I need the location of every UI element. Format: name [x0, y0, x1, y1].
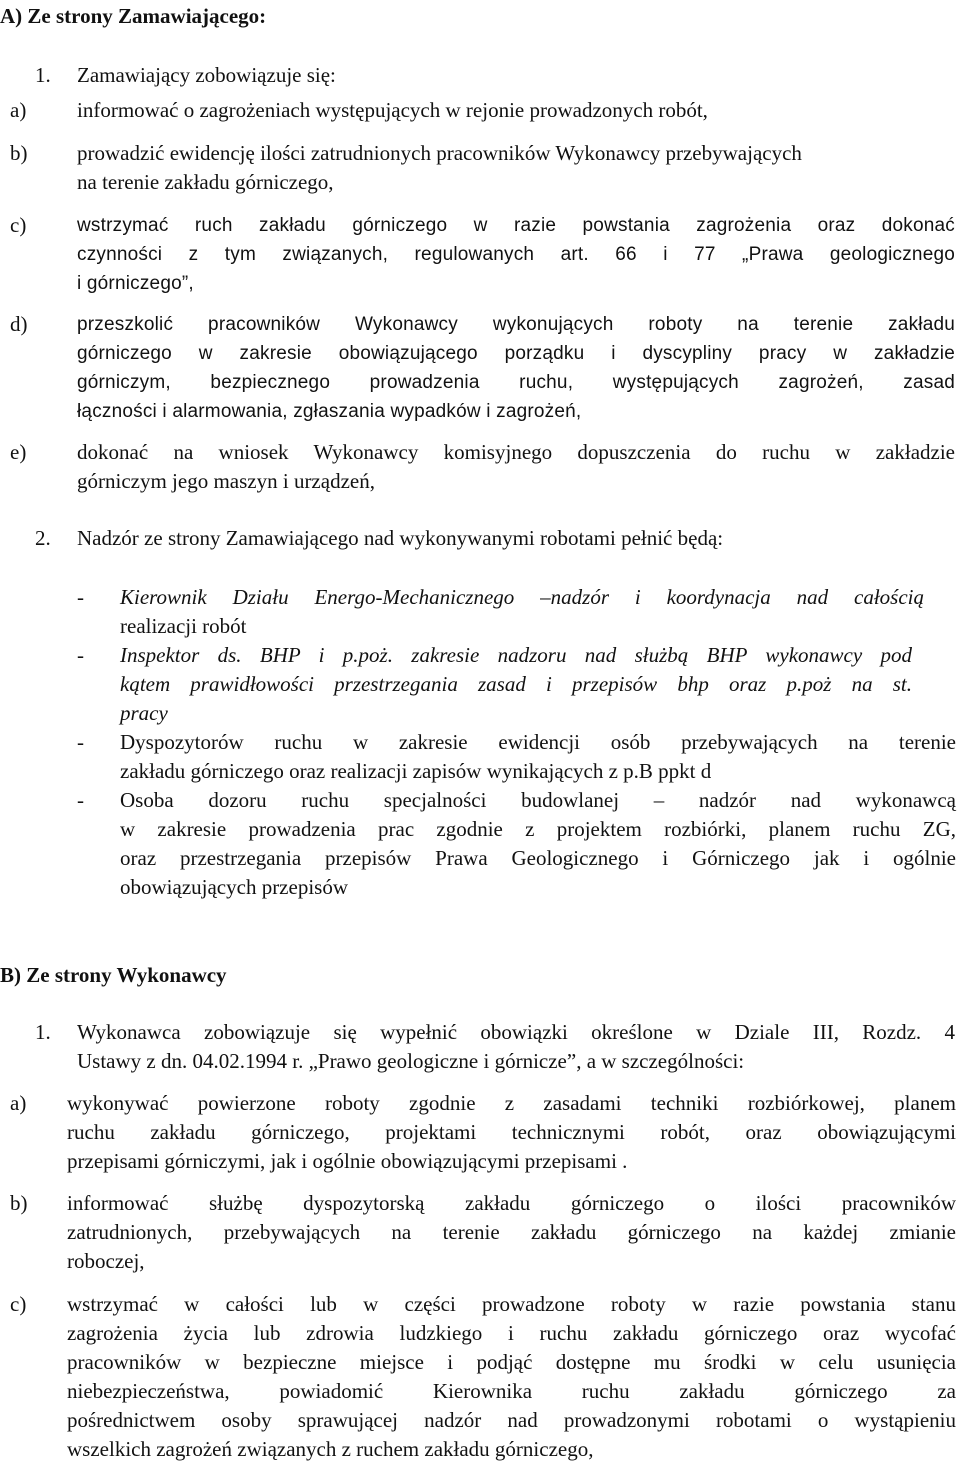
section-a-item2-text: Nadzór ze strony Zamawiającego nad wykonywanymi robotami pełnić będą: — [77, 526, 724, 550]
section-a-item1-text: Zamawiający zobowiązuje się: — [77, 63, 336, 87]
text-line: realizacji robót — [120, 614, 247, 638]
text-line: pracowników w bezpieczne miejsce i podjąć dostępne mu środki w celu usunięcia — [67, 1350, 956, 1374]
section-a-subitem-label: c) — [10, 213, 27, 237]
text-line: Wykonawca zobowiązuje się wypełnić obowiązki określone w Dziale III, Rozdz. 4 — [77, 1020, 955, 1044]
list-dash: - — [77, 643, 84, 667]
text-line: w zakresie prowadzenia prac zgodnie z projektem rozbiórki, planem ruchu ZG, — [120, 817, 956, 841]
text-line: przeszkolić pracowników Wykonawcy wykonujących roboty na terenie zakładu — [77, 314, 955, 335]
section-a-heading: A) Ze strony Zamawiającego: — [0, 4, 267, 28]
supervisor-entry-3 — [120, 728, 956, 786]
text-line — [120, 583, 924, 612]
section-a-subitem-d — [77, 310, 955, 426]
section-a-subitem-label: a) — [10, 98, 27, 122]
section-a-item1-number: 1. — [35, 63, 51, 87]
section-b-subitem-c — [67, 1290, 956, 1464]
text-line: górniczego w zakresie obowiązującego porządku i dyscypliny pracy w zakładzie — [77, 343, 955, 364]
supervisor-entry-2 — [120, 641, 912, 728]
section-a-item2-number: 2. — [35, 526, 51, 550]
text-line: informować o zagrożeniach występujących w rejonie prowadzonych robót, — [77, 98, 708, 122]
text-line: i górniczego”, — [77, 273, 194, 294]
text-line: czynności z tym związanych, regulowanych art. 66 i 77 „Prawa geologicznego — [77, 244, 955, 265]
section-a-subitem-label: b) — [10, 141, 28, 165]
section-a-subitem-a — [77, 96, 957, 125]
section-b-subitem-a — [67, 1089, 956, 1176]
supervisor-entry-4 — [120, 786, 956, 902]
text-line: wstrzymać ruch zakładu górniczego w razie powstania zagrożenia oraz dokonać — [77, 215, 955, 236]
text-line: na terenie zakładu górniczego, — [77, 170, 334, 194]
text-line: niebezpieczeństwa, powiadomić Kierownika ruchu zakładu górniczego za — [67, 1379, 956, 1403]
list-dash: - — [77, 585, 84, 609]
text-line: Ustawy z dn. 04.02.1994 r. „Prawo geologiczne i górnicze”, a w szczególności: — [77, 1049, 745, 1073]
section-a-subitem-c — [77, 211, 955, 298]
text-line: górniczym, bezpiecznego prowadzenia ruchu, występujących zagrożeń, zasad — [77, 372, 955, 393]
section-a-subitem-label: d) — [10, 312, 28, 336]
text-line: zatrudnionych, przebywających na terenie zakładu górniczego na każdej zmianie — [67, 1220, 956, 1244]
text-line: zakładu górniczego oraz realizacji zapisów wynikających z p.B ppkt d — [120, 759, 712, 783]
text-line: Inspektor ds. BHP i p.poż. zakresie nadzoru nad służbą BHP wykonawcy pod — [120, 643, 912, 667]
list-dash: - — [77, 730, 84, 754]
text-line: wstrzymać w całości lub w części prowadzone roboty w razie powstania stanu — [67, 1292, 956, 1316]
section-a-subitem-e — [77, 438, 955, 496]
text-line: prowadzić ewidencję ilości zatrudnionych pracowników Wykonawcy przebywających — [77, 141, 802, 165]
text-line: ruchu zakładu górniczego, projektami technicznymi robót, oraz obowiązującymi — [67, 1120, 956, 1144]
text-line: pracy — [120, 701, 168, 725]
text-line: kątem prawidłowości przestrzegania zasad i przepisów bhp oraz p.poż na st. — [120, 672, 912, 696]
text-line: górniczym jego maszyn i urządzeń, — [77, 469, 375, 493]
section-b-subitem-label: a) — [10, 1091, 27, 1115]
text-line: wykonywać powierzone roboty zgodnie z zasadami techniki rozbiórkowej, planem — [67, 1091, 956, 1115]
supervisor-entry-1 — [120, 583, 924, 641]
text-line: pośrednictwem osoby sprawującej nadzór nad prowadzonymi robotami o wystąpieniu — [67, 1408, 956, 1432]
text-line: Kierownik Działu Energo-Mechanicznego –nadzór i koordynacja nad całością — [120, 585, 924, 609]
text-line: przepisami górniczymi, jak i ogólnie obowiązującymi przepisami . — [67, 1149, 628, 1173]
text-line: dokonać na wniosek Wykonawcy komisyjnego dopuszczenia do ruchu w zakładzie — [77, 440, 955, 464]
text-line: zagrożenia życia lub zdrowia ludzkiego i ruchu zakładu górniczego oraz wycofać — [67, 1321, 956, 1345]
text-line: informować służbę dyspozytorską zakładu górniczego o ilości pracowników — [67, 1191, 956, 1215]
section-b-heading: B) Ze strony Wykonawcy — [0, 963, 227, 987]
section-b-subitem-b — [67, 1189, 956, 1276]
section-b-subitem-label: c) — [10, 1292, 27, 1316]
section-b-item1-number: 1. — [35, 1020, 51, 1044]
section-a-subitem-label: e) — [10, 440, 27, 464]
section-b-subitem-label: b) — [10, 1191, 28, 1215]
text-line: roboczej, — [67, 1249, 145, 1273]
section-a-subitem-b — [77, 139, 957, 197]
section-b-item1-text — [77, 1018, 955, 1076]
text-line: wszelkich zagrożeń związanych z ruchem zakładu górniczego, — [67, 1437, 594, 1461]
list-dash: - — [77, 788, 84, 812]
text-line: łączności i alarmowania, zgłaszania wypadków i zagrożeń, — [77, 401, 582, 422]
text-line: Osoba dozoru ruchu specjalności budowlanej – nadzór nad wykonawcą — [120, 788, 956, 812]
text-line: obowiązujących przepisów — [120, 875, 348, 899]
text-line: oraz przestrzegania przepisów Prawa Geologicznego i Górniczego jak i ogólnie — [120, 846, 956, 870]
text-line: Dyspozytorów ruchu w zakresie ewidencji osób przebywających na terenie — [120, 730, 956, 754]
